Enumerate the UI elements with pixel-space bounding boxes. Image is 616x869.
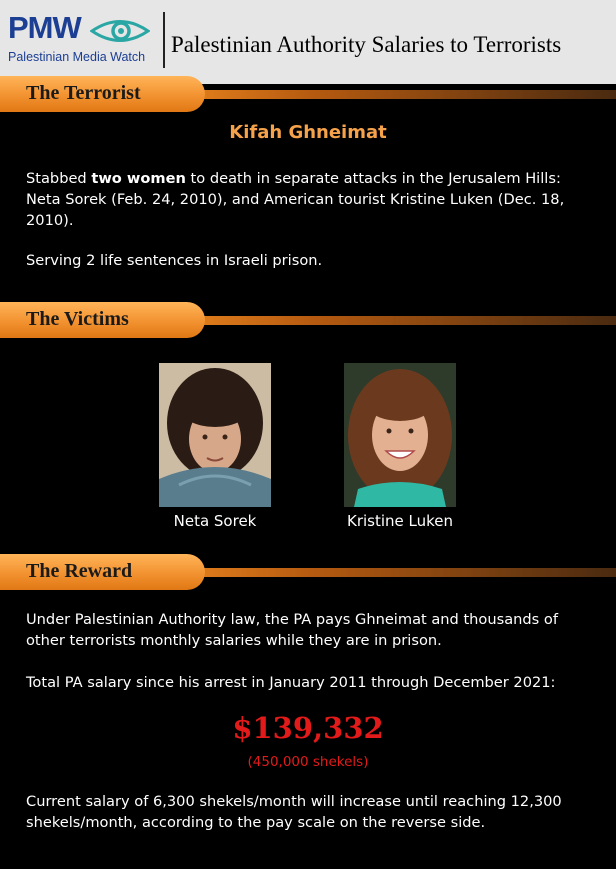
section-tab — [0, 554, 205, 590]
pmw-logo — [6, 8, 156, 70]
desc-text: Stabbed — [26, 170, 92, 187]
section-bar-victims — [0, 302, 616, 338]
terrorist-sentence: Serving 2 life sentences in Israeli prison. — [26, 252, 323, 269]
section-divider-line — [150, 90, 616, 99]
section-divider-line — [150, 316, 616, 325]
reward-paragraph-total: Total PA salary since his arrest in January 2011 through December 2021: — [26, 674, 556, 691]
salary-total-shekels: (450,000 shekels) — [247, 754, 369, 770]
logo-text: PMW — [8, 10, 81, 45]
section-bar-reward — [0, 554, 616, 590]
section-heading-reward: The Reward — [26, 560, 133, 582]
eye-icon — [90, 16, 150, 46]
page-header — [0, 0, 616, 84]
victim-photo-neta-sorek — [159, 363, 271, 507]
logo-subtitle: Palestinian Media Watch — [8, 50, 146, 64]
victim-caption-neta-sorek: Neta Sorek — [173, 512, 257, 530]
victim-caption-kristine-luken: Kristine Luken — [346, 512, 454, 530]
section-tab — [0, 76, 205, 112]
section-bar-terrorist — [0, 76, 616, 112]
victim-photo-kristine-luken — [344, 363, 456, 507]
reward-paragraph-law: Under Palestinian Authority law, the PA pays Ghneimat and thousands of other terrorists monthly salaries while they are in prison. — [26, 611, 558, 649]
terrorist-description — [26, 168, 596, 231]
page-title: Palestinian Authority Salaries to Terrorists — [171, 32, 562, 57]
desc-text-rest: to death in separate attacks in the Jerusalem Hills: Neta Sorek (Feb. 24, 2010), and American tourist Kristine Luken (Dec. 18, 2010). — [26, 170, 565, 229]
terrorist-name: Kifah Ghneimat — [229, 122, 387, 143]
desc-emphasis: two women — [91, 170, 186, 187]
section-heading-victims: The Victims — [26, 308, 129, 330]
section-heading-terrorist: The Terrorist — [26, 82, 141, 104]
header-divider — [163, 12, 165, 68]
reward-paragraph-current: Current salary of 6,300 shekels/month will increase until reaching 12,300 shekels/month, according to the pay scale on the reverse side. — [26, 793, 562, 831]
section-divider-line — [150, 568, 616, 577]
section-tab — [0, 302, 205, 338]
salary-total-amount: $139,332 — [232, 711, 384, 745]
